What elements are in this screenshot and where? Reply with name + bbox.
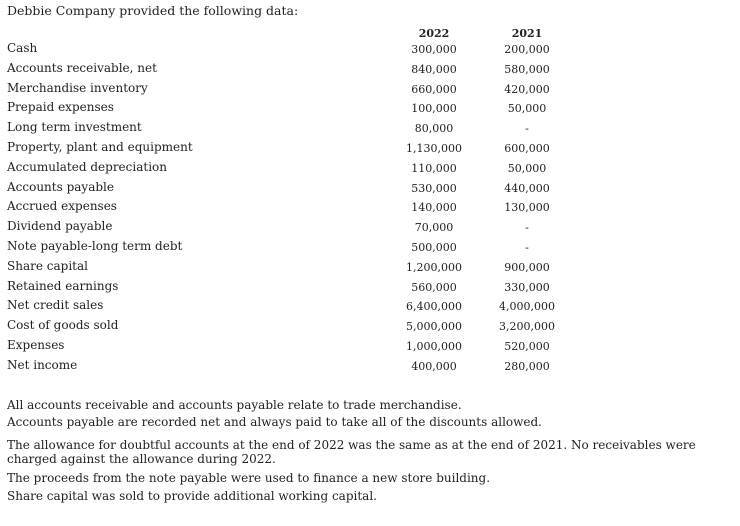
table-row <box>0 39 740 59</box>
note-share-capital: Share capital was sold to provide additional working capital. <box>7 489 377 503</box>
value-2022: 110,000 <box>411 161 457 175</box>
column-header-2021: 2021 <box>511 27 543 40</box>
table-row <box>0 178 740 198</box>
table-row <box>0 277 740 297</box>
row-label: Merchandise inventory <box>7 80 148 95</box>
value-2021: 50,000 <box>507 161 547 175</box>
value-2021: - <box>525 221 529 235</box>
table-row <box>0 336 740 356</box>
value-2021: 130,000 <box>504 201 550 215</box>
row-label: Long term investment <box>7 120 142 135</box>
table-row <box>0 197 740 217</box>
row-label: Cash <box>7 41 38 55</box>
value-2022: 500,000 <box>411 240 457 254</box>
note-trade-merchandise: All accounts receivable and accounts payable relate to trade merchandise. <box>7 398 462 412</box>
row-label: Net credit sales <box>7 298 104 313</box>
row-label: Net income <box>7 357 78 372</box>
table-row <box>0 217 740 237</box>
table-row <box>0 98 740 118</box>
row-label: Cost of goods sold <box>7 318 119 333</box>
value-2022: 400,000 <box>411 359 457 373</box>
table-row <box>0 158 740 178</box>
row-label: Note payable-long term debt <box>7 238 183 253</box>
table-row <box>0 316 740 336</box>
row-label: Prepaid expenses <box>7 100 114 115</box>
note-note-payable-proceeds: The proceeds from the note payable were used to finance a new store building. <box>7 471 491 485</box>
table-row <box>0 257 740 277</box>
value-2021: 900,000 <box>504 260 550 274</box>
note-allowance-doubtful-accounts: The allowance for doubtful accounts at the end of 2022 was the same as at the end of 2021. No receivables were charged against the allowance during 2022. <box>7 438 696 466</box>
value-2021: - <box>525 122 529 136</box>
value-2021: 4,000,000 <box>499 300 555 314</box>
value-2022: 530,000 <box>411 181 457 195</box>
row-label: Retained earnings <box>7 278 119 293</box>
table-row <box>0 59 740 79</box>
value-2021: 200,000 <box>504 43 550 56</box>
row-label: Accounts receivable, net <box>7 60 157 75</box>
column-header-2022: 2022 <box>418 27 450 40</box>
value-2022: 560,000 <box>411 280 457 294</box>
row-label: Dividend payable <box>7 219 113 234</box>
value-2022: 660,000 <box>411 82 457 96</box>
value-2021: 330,000 <box>504 280 550 294</box>
table-row <box>0 118 740 138</box>
value-2022: 70,000 <box>414 221 454 235</box>
value-2022: 5,000,000 <box>406 320 462 334</box>
value-2021: 3,200,000 <box>499 320 555 334</box>
row-label: Accounts payable <box>7 179 114 194</box>
intro-text: Debbie Company provided the following data: <box>7 3 299 18</box>
value-2022: 1,130,000 <box>406 141 462 155</box>
value-2021: 420,000 <box>504 82 550 96</box>
value-2022: 300,000 <box>411 43 457 56</box>
value-2021: 600,000 <box>504 141 550 155</box>
data-table <box>0 39 740 376</box>
value-2021: 580,000 <box>504 62 550 76</box>
table-row <box>0 356 740 376</box>
value-2021: 50,000 <box>507 102 547 116</box>
row-label: Accrued expenses <box>7 199 117 214</box>
value-2021: 280,000 <box>504 359 550 373</box>
table-row <box>0 296 740 316</box>
value-2022: 1,200,000 <box>406 260 462 274</box>
value-2021: 520,000 <box>504 339 550 353</box>
value-2022: 840,000 <box>411 62 457 76</box>
row-label: Accumulated depreciation <box>7 159 167 174</box>
value-2022: 1,000,000 <box>406 339 462 353</box>
value-2021: - <box>525 240 529 254</box>
note-accounts-payable-discounts: Accounts payable are recorded net and always paid to take all of the discounts allowed. <box>7 415 542 429</box>
notes-section <box>7 398 727 507</box>
row-label: Property, plant and equipment <box>7 139 193 154</box>
value-2022: 100,000 <box>411 102 457 116</box>
table-row <box>0 237 740 257</box>
value-2021: 440,000 <box>504 181 550 195</box>
value-2022: 140,000 <box>411 201 457 215</box>
row-label: Share capital <box>7 258 88 273</box>
value-2022: 80,000 <box>414 122 454 136</box>
row-label: Expenses <box>7 337 65 352</box>
table-row <box>0 138 740 158</box>
value-2022: 6,400,000 <box>406 300 462 314</box>
table-row <box>0 79 740 99</box>
